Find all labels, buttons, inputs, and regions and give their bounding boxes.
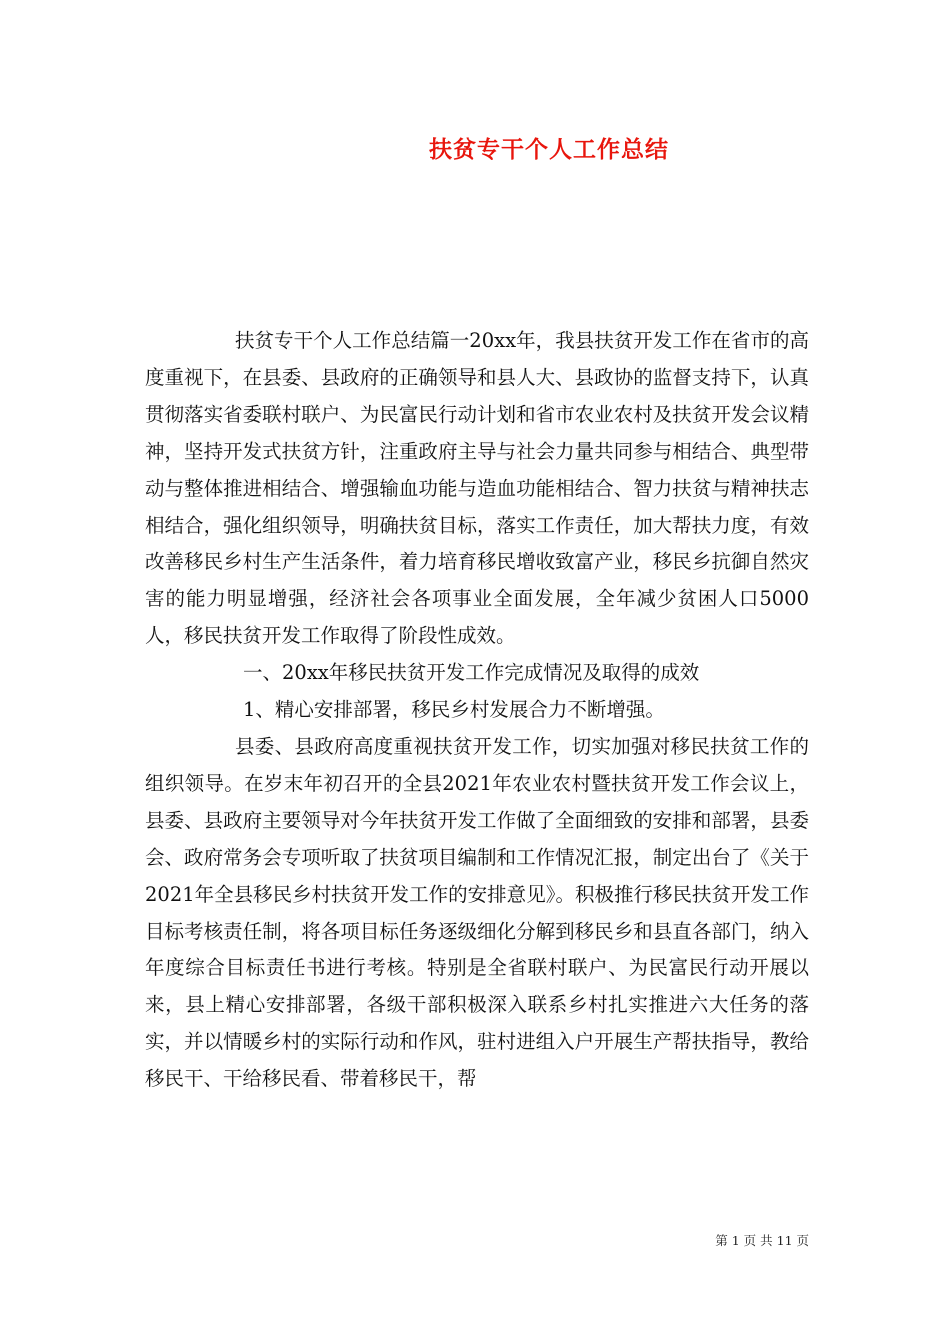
subsection-heading: 1、精心安排部署，移民乡村发展合力不断增强。 — [243, 698, 665, 722]
page-number-footer: 第 1 页 共 11 页 — [715, 1233, 809, 1248]
body-paragraph: 县委、县政府高度重视扶贫开发工作，切实加强对移民扶贫工作的组织领导。在岁末年初召开的全县2021年农业农村暨扶贫开发工作会议上，县委、县政府主要领导对今年扶贫开发工作做了全面细致的安排和部署，县委会、政府常务会专项听取了扶贫项目编制和工作情况汇报，制定出台了《关于2021年全县移民乡村扶贫开发工作的安排意见》。积极推行移民扶贫开发工作目标考核责任制，将各项目标任务逐级细化分解到移民乡和县直各部门，纳入年度综合目标责任书进行考核。特别是全省联村联户、为民富民行动开展以来，县上精心安排部署，各级干部积极深入联系乡村扎实推进六大任务的落实，并以情暖乡村的实际行动和作风，驻村进组入户开展生产帮扶指导，教给移民干、干给移民看、带着移民干，帮 — [145, 734, 809, 1091]
document-body — [145, 323, 809, 1098]
section-heading: 一、20xx年移民扶贫开发工作完成情况及取得的成效 — [243, 661, 700, 685]
intro-paragraph: 扶贫专干个人工作总结篇一20xx年，我县扶贫开发工作在省市的高度重视下，在县委、县政府的正确领导和县人大、县政协的监督支持下，认真贯彻落实省委联村联户、为民富民行动计划和省市农业农村及扶贫开发会议精神，坚持开发式扶贫方针，注重政府主导与社会力量共同参与相结合、典型带动与整体推进相结合、增强输血功能与造血功能相结合、智力扶贫与精神扶志相结合，强化组织领导，明确扶贫目标，落实工作责任，加大帮扶力度，有效改善移民乡村生产生活条件，着力培育移民增收致富产业，移民乡抗御自然灾害的能力明显增强，经济社会各项事业全面发展，全年减少贫困人口5000人，移民扶贫开发工作取得了阶段性成效。 — [145, 329, 809, 648]
document-title: 扶贫专干个人工作总结 — [429, 137, 669, 163]
